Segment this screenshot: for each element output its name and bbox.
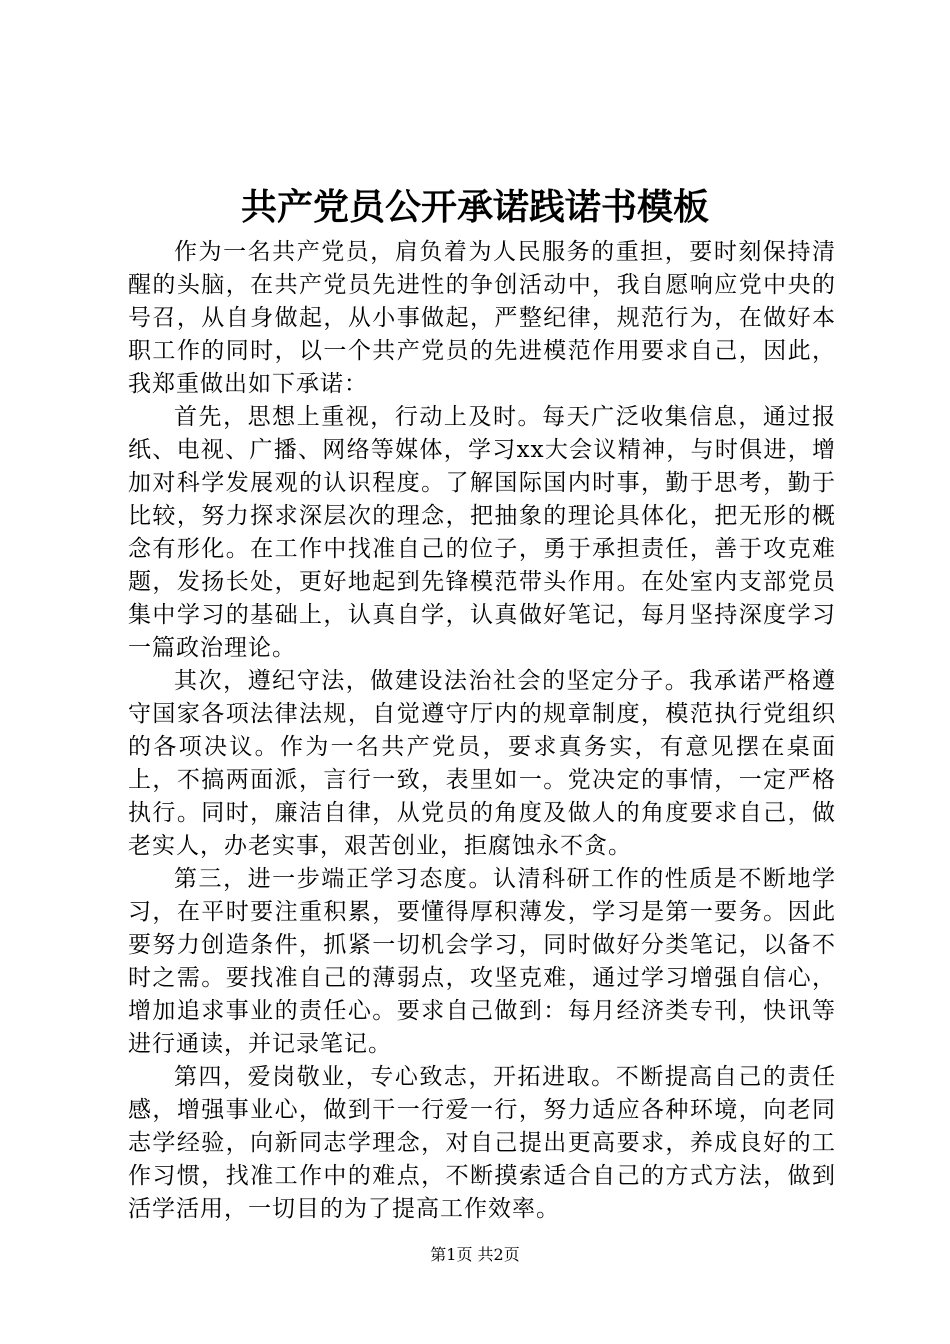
paragraph-intro: 作为一名共产党员，肩负着为人民服务的重担，要时刻保持清醒的头脑，在共产党员先进性的争创活动中，我自愿响应党中央的号召，从自身做起，从小事做起，严整纪律，规范行为，在做好本职工作的同时，以一个共产党员的先进模范作用要求自己，因此，我郑重做出如下承诺： <box>128 239 836 397</box>
page-footer: 第1页 共2页 <box>430 1245 520 1264</box>
paragraph-second: 其次，遵纪守法，做建设法治社会的坚定分子。我承诺严格遵守国家各项法律法规，自觉遵守厅内的规章制度，模范执行党组织的各项决议。作为一名共产党员，要求真务实，有意见摆在桌面上，不搞两面派，言行一致，表里如一。党决定的事情，一定严格执行。同时，廉洁自律，从党员的角度及做人的角度要求自己，做老实人，办老实事，艰苦创业，拒腐蚀永不贪。 <box>128 668 836 859</box>
paragraph-first: 首先，思想上重视，行动上及时。每天广泛收集信息，通过报纸、电视、广播、网络等媒体，学习xx大会议精神，与时俱进，增加对科学发展观的认识程度。了解国际国内时事，勤于思考，勤于比较，努力探求深层次的理念，把抽象的理论具体化，把无形的概念有形化。在工作中找准自己的位子，勇于承担责任，善于攻克难题，发扬长处，更好地起到先锋模范带头作用。在处室内支部党员集中学习的基础上，认真自学，认真做好笔记，每月坚持深度学习一篇政治理论。 <box>128 404 836 661</box>
paragraph-fourth: 第四，爱岗敬业，专心致志，开拓进取。不断提高自己的责任感，增强事业心，做到干一行爱一行，努力适应各种环境，向老同志学经验，向新同志学理念，对自己提出更高要求，养成良好的工作习惯，找准工作中的难点，不断摸索适合自己的方式方法，做到活学活用，一切目的为了提高工作效率。 <box>128 1064 836 1222</box>
paragraph-third: 第三，进一步端正学习态度。认清科研工作的性质是不断地学习，在平时要注重积累，要懂得厚积薄发，学习是第一要务。因此要努力创造条件，抓紧一切机会学习，同时做好分类笔记，以备不时之需。要找准自己的薄弱点，攻坚克难，通过学习增强自信心，增加追求事业的责任心。要求自己做到：每月经济类专刊，快讯等进行通读，并记录笔记。 <box>128 866 836 1057</box>
document-title: 共产党员公开承诺践诺书模板 <box>240 186 709 228</box>
document-body <box>128 236 836 1226</box>
